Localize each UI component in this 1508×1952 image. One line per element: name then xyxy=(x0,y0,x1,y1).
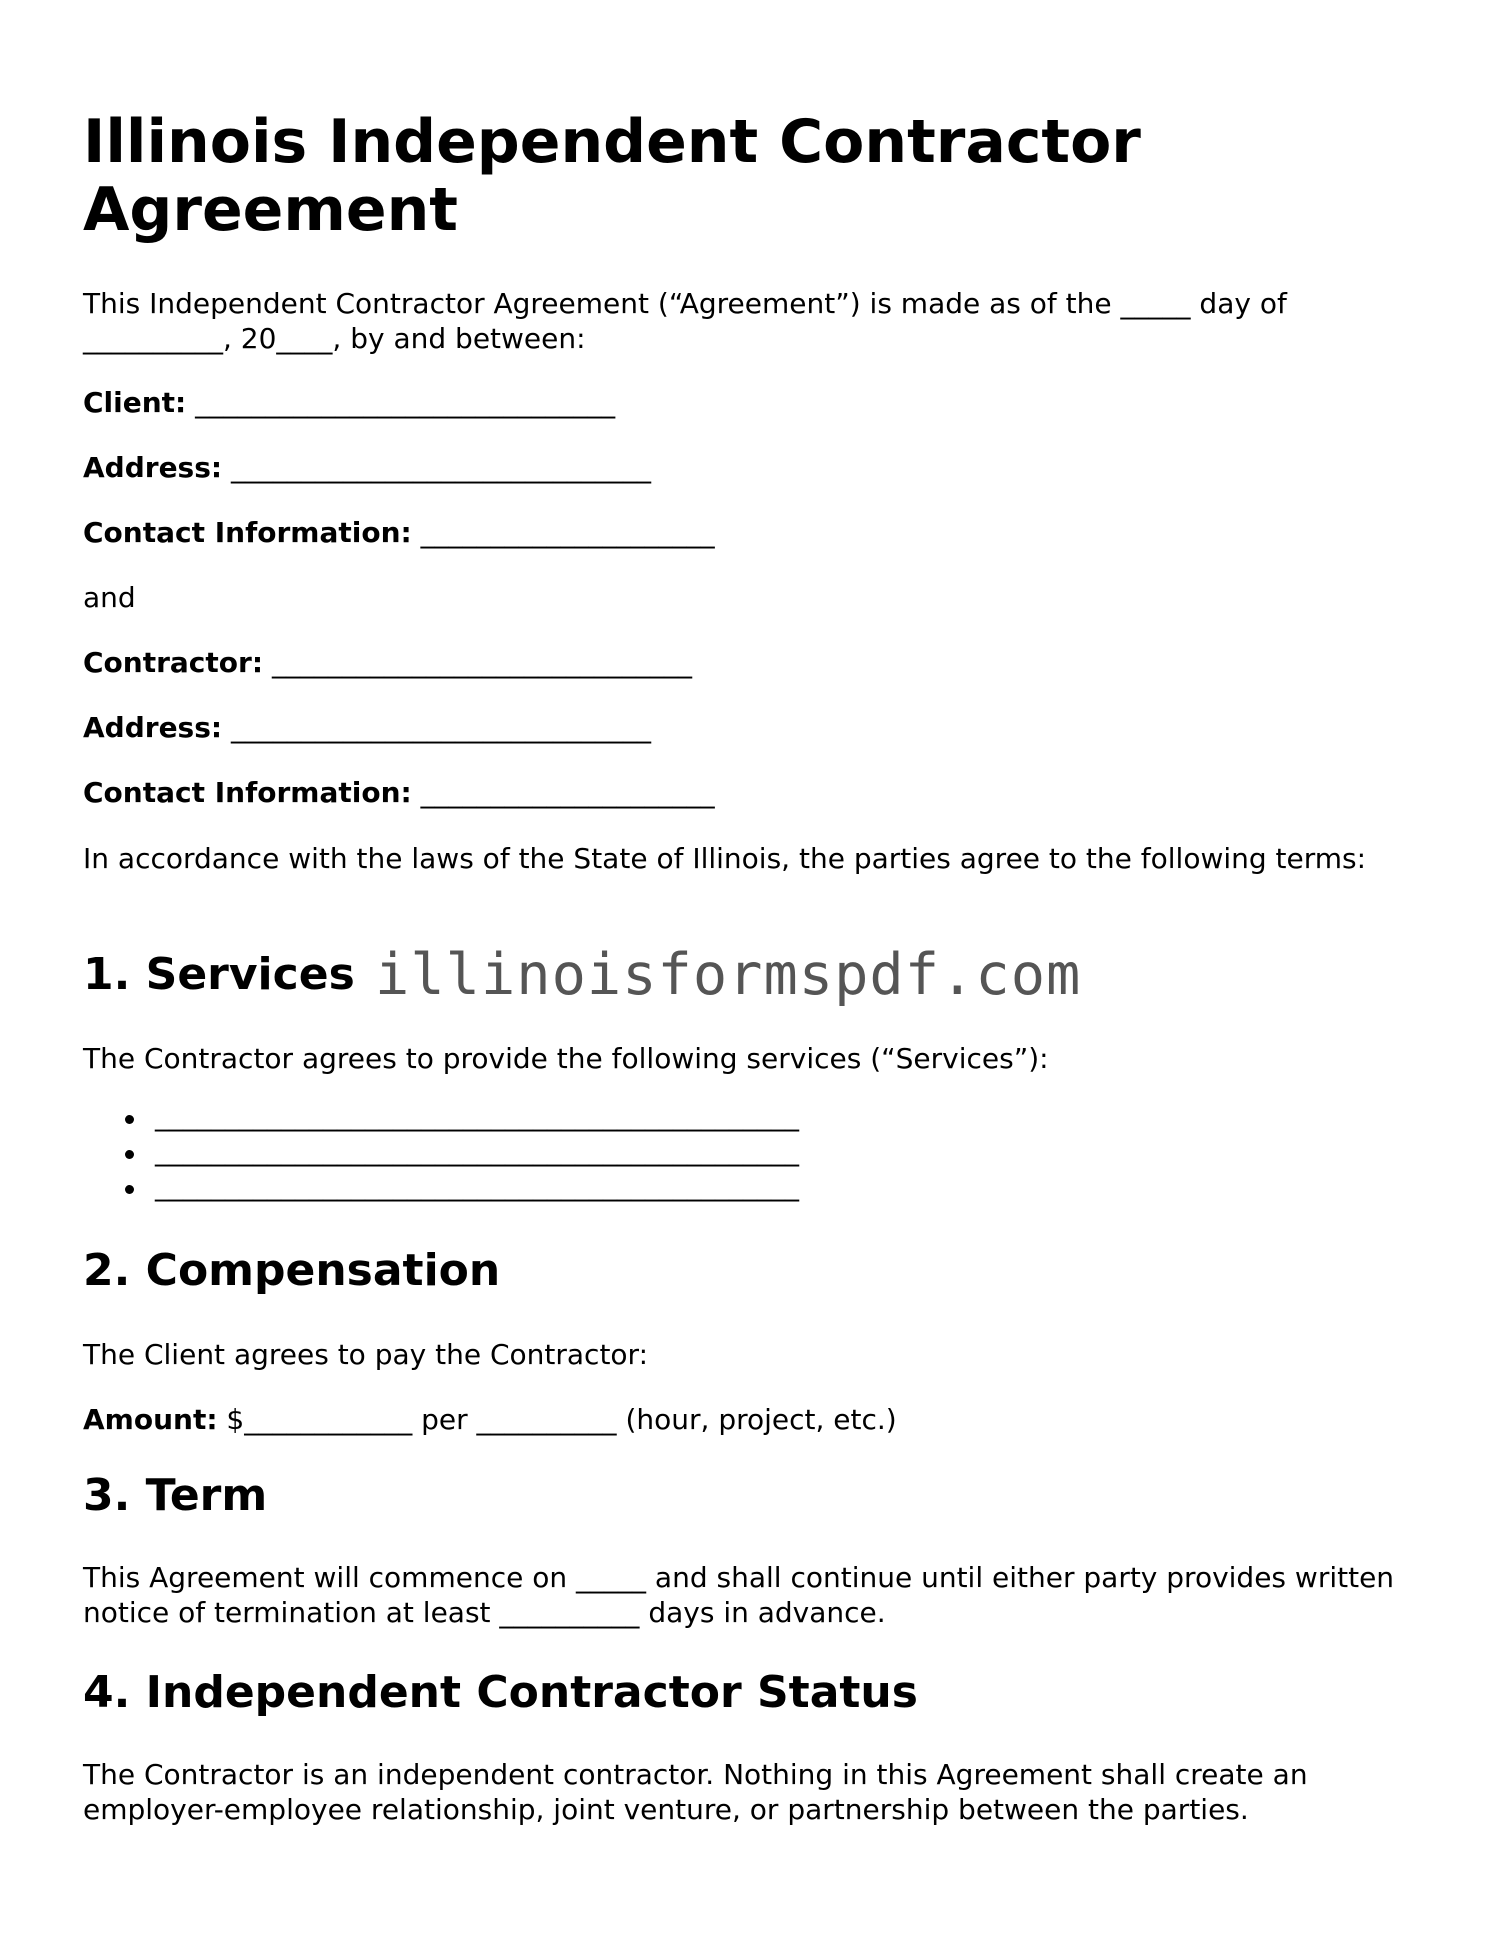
term-heading: 3. Term xyxy=(83,1470,268,1521)
services-list-item: ______________________________________________ xyxy=(83,1168,799,1203)
services-heading: 1. Services xyxy=(83,949,355,1000)
compensation-paragraph: The Client agrees to pay the Contractor: xyxy=(83,1338,649,1371)
contractor-contact-line xyxy=(83,775,1413,810)
client-name-blank: ______________________________ xyxy=(195,386,616,419)
status-paragraph: The Contractor is an independent contractor. Nothing in this Agreement shall create an employer-employee relationship, joint venture, or partnership between the parties. xyxy=(83,1758,1308,1826)
watermark-text: illinoisformspdf.com xyxy=(375,942,1082,1008)
client-address-line xyxy=(83,450,1413,485)
client-contact-line xyxy=(83,515,1413,550)
contractor-address-line xyxy=(83,710,1413,745)
contractor-name-blank: ______________________________ xyxy=(271,646,692,679)
contractor-address-label: Address: xyxy=(83,711,223,744)
client-contact-label: Contact Information: xyxy=(83,516,412,549)
services-list-item: ______________________________________________ xyxy=(83,1098,799,1133)
status-heading: 4. Independent Contractor Status xyxy=(83,1667,918,1718)
amount-label: Amount: xyxy=(83,1403,218,1436)
contractor-contact-blank: _____________________ xyxy=(420,776,715,809)
services-list-item: ______________________________________________ xyxy=(83,1133,799,1168)
client-contact-blank: _____________________ xyxy=(420,516,715,549)
and-text: and xyxy=(83,581,136,614)
term-paragraph: This Agreement will commence on _____ and shall continue until either party provides written notice of termination at least __________ days in advance. xyxy=(83,1561,1395,1629)
intro-paragraph: This Independent Contractor Agreement (“Agreement”) is made as of the _____ day of __________, 20____, by and between: xyxy=(83,287,1287,355)
client-name-line xyxy=(83,385,1413,420)
contractor-address-blank: ______________________________ xyxy=(231,711,651,744)
contractor-name-line xyxy=(83,645,1413,680)
contractor-name-label: Contractor: xyxy=(83,646,264,679)
amount-blank: $____________ per __________ (hour, project, etc.) xyxy=(217,1403,897,1436)
client-address-label: Address: xyxy=(83,451,223,484)
client-address-blank: ______________________________ xyxy=(231,451,651,484)
client-name-label: Client: xyxy=(83,386,187,419)
terms-intro-paragraph: In accordance with the laws of the State of Illinois, the parties agree to the following terms: xyxy=(83,842,1367,875)
document-title: Illinois Independent Contractor Agreement xyxy=(83,107,1141,245)
amount-line xyxy=(83,1402,1413,1437)
contractor-contact-label: Contact Information: xyxy=(83,776,412,809)
services-list xyxy=(83,1098,799,1203)
services-paragraph: The Contractor agrees to provide the following services (“Services”): xyxy=(83,1042,1049,1075)
compensation-heading: 2. Compensation xyxy=(83,1245,501,1296)
